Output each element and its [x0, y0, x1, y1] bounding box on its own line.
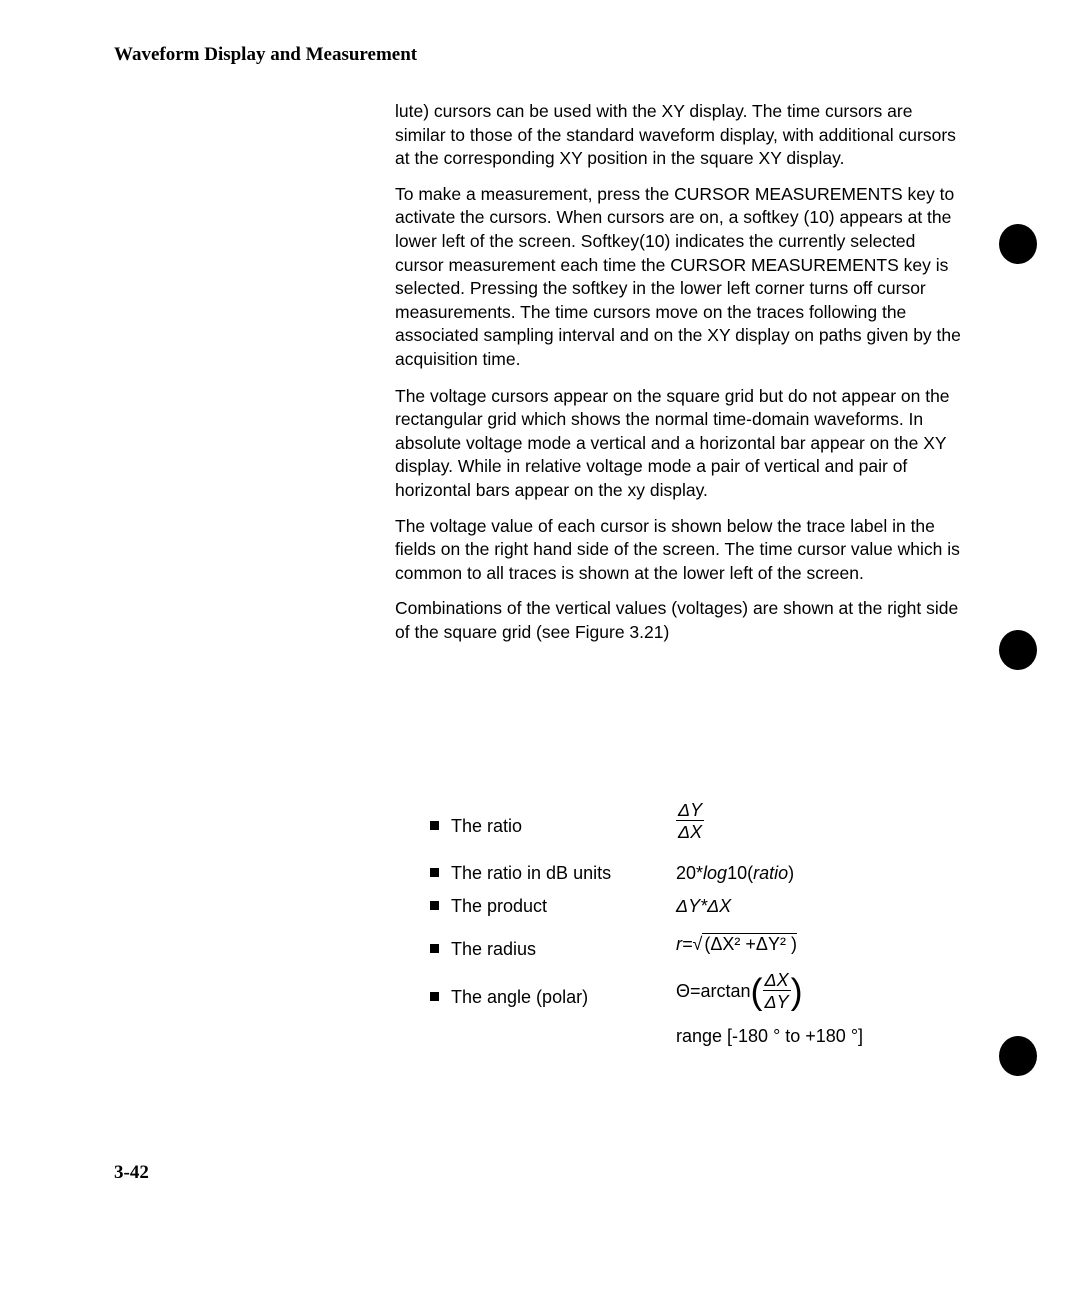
binder-hole-icon: [999, 630, 1037, 670]
paragraph-voltage-value: The voltage value of each cursor is shown below the trace label in the fields on the right hand side of the screen. The time cursor value which is common to all traces is shown at the lower left of the screen.: [395, 515, 960, 583]
list-item-radius: The radius: [430, 939, 536, 960]
binder-hole-icon: [999, 1036, 1037, 1076]
paragraph-xy-cursors: lute) cursors can be used with the XY display. The time cursors are similar to those of the standard waveform display, with additional cursors at the corresponding XY position in the square XY display.: [395, 101, 956, 169]
radius-formula: r=√ (ΔX² +ΔY² ): [676, 934, 797, 954]
ratio-db-formula: 20*log10(ratio): [676, 863, 795, 883]
list-item-angle: The angle (polar): [430, 987, 588, 1008]
paragraph-make-measurement: To make a measurement, press the CURSOR MEASUREMENTS key to activate the cursors. When cursors are on, a softkey (10) appears at the lower left of the screen. Softkey(10) indicates the currently selected cursor measurement each time the CURSOR MEASUREMENTS key is selected. Pressing the softkey in the lower left corner turns off cursor measurements. The time cursors move on the traces following the associated sampling interval and on the XY display on paths given by the acquisition time.: [395, 183, 961, 369]
angle-denominator: ΔY: [764, 992, 789, 1012]
product-formula: ΔY*ΔX: [676, 896, 732, 916]
paragraph-combinations: Combinations of the vertical values (voltages) are shown at the right side of the square grid (see Figure 3.21): [395, 598, 959, 642]
ratio-formula: [676, 800, 704, 843]
binder-hole-icon: [999, 224, 1037, 264]
angle-numerator: ΔX: [764, 970, 789, 990]
ratio-numerator: ΔY: [678, 800, 703, 820]
bullet-icon: [430, 821, 439, 830]
bullet-icon: [430, 944, 439, 953]
angle-range: range [-180 ° to +180 °]: [676, 1026, 864, 1046]
bullet-icon: [430, 901, 439, 910]
list-item-ratio-db: The ratio in dB units: [430, 863, 611, 884]
running-header: Waveform Display and Measurement: [114, 44, 418, 65]
list-item-ratio: The ratio: [430, 816, 522, 837]
paragraph-voltage-cursors: The voltage cursors appear on the square grid but do not appear on the rectangular grid which shows the normal time-domain waveforms. In absolute voltage mode a vertical and a horizontal bar appear on the XY display. While in relative voltage mode a pair of vertical and pair of horizontal bars appear on the xy display.: [395, 385, 950, 500]
list-item-product: The product: [430, 896, 547, 917]
bullet-icon: [430, 992, 439, 1001]
ratio-denominator: ΔX: [678, 822, 703, 842]
page-number: 3-42: [114, 1162, 149, 1183]
bullet-icon: [430, 868, 439, 877]
angle-formula: Θ=arctan( $\frac{\Delta X}{\Delta Y}$ ): [676, 970, 803, 1012]
